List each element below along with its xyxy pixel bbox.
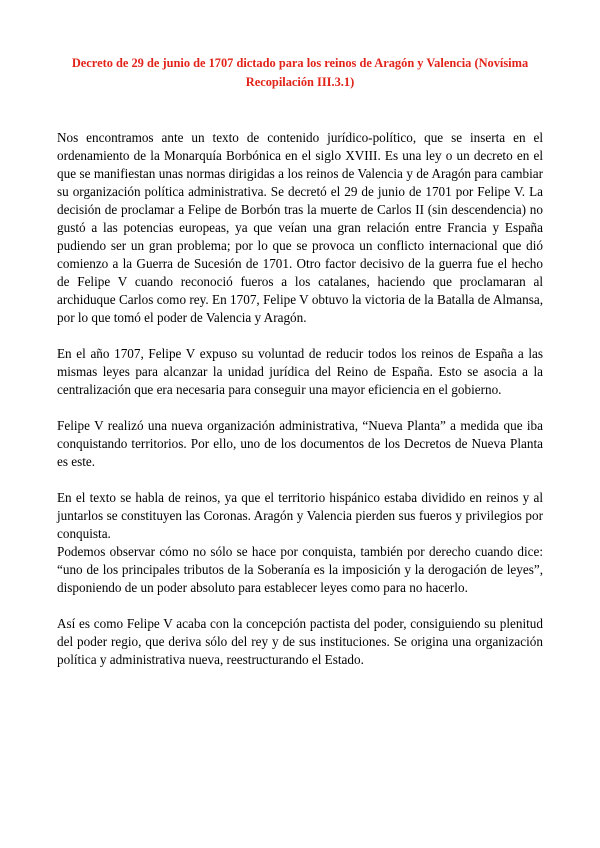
paragraph-derecho: Podemos observar cómo no sólo se hace por conquista, también por derecho cuando dice: “uno de los principales tributos de la Soberanía es la imposición y la derogación de leyes”, disponiendo de un poder absoluto para establecer leyes como para no hacerlo.: [57, 544, 543, 595]
paragraph-unification: En el año 1707, Felipe V expuso su voluntad de reducir todos los reinos de España a las mismas leyes para alcanzar la unidad jurídica del Reino de España. Esto se asocia a la centralización que era necesaria para conseguir una mayor eficiencia en el gobierno.: [57, 346, 543, 397]
paragraph-reinos: En el texto se habla de reinos, ya que el territorio hispánico estaba dividido en reinos y al juntarlos se constituyen las Coronas. Aragón y Valencia pierden sus fueros y privilegios por conquista.: [57, 490, 543, 541]
document-body: [57, 129, 543, 669]
paragraph-nueva-planta: Felipe V realizó una nueva organización administrativa, “Nueva Planta” a medida que iba conquistando territorios. Por ello, uno de los documentos de los Decretos de Nueva Planta es este.: [57, 418, 543, 469]
paragraph-conclusion: Así es como Felipe V acaba con la concepción pactista del poder, consiguiendo su plenitud del poder regio, que deriva sólo del rey y de sus instituciones. Se origina una organización política y administrativa nueva, reestructurando el Estado.: [57, 616, 543, 667]
paragraph-context: Nos encontramos ante un texto de contenido jurídico-político, que se inserta en el ordenamiento de la Monarquía Borbónica en el siglo XVIII. Es una ley o un decreto en el que se manifiestan unas normas dirigidas a los reinos de Valencia y de Aragón para cambiar su organización política administrativa. Se decretó el 29 de junio de 1701 por Felipe V. La decisión de proclamar a Felipe de Borbón tras la muerte de Carlos II (sin descendencia) no gustó a las potencias europeas, ya que veían una gran relación entre Francia y España pudiendo ser un gran problema; por lo que se provoca un conflicto internacional que dió comienzo a la Guerra de Sucesión de 1701. Otro factor decisivo de la guerra fue el hecho de Felipe V cuando reconoció fueros a los catalanes, haciendo que proclamaran al archiduque Carlos como rey. En 1707, Felipe V obtuvo la victoria de la Batalla de Almansa, por lo que tomó el poder de Valencia y Aragón.: [57, 130, 543, 325]
document-title: Decreto de 29 de junio de 1707 dictado para los reinos de Aragón y Valencia (Novísima Recopilación III.3.1): [71, 56, 529, 89]
